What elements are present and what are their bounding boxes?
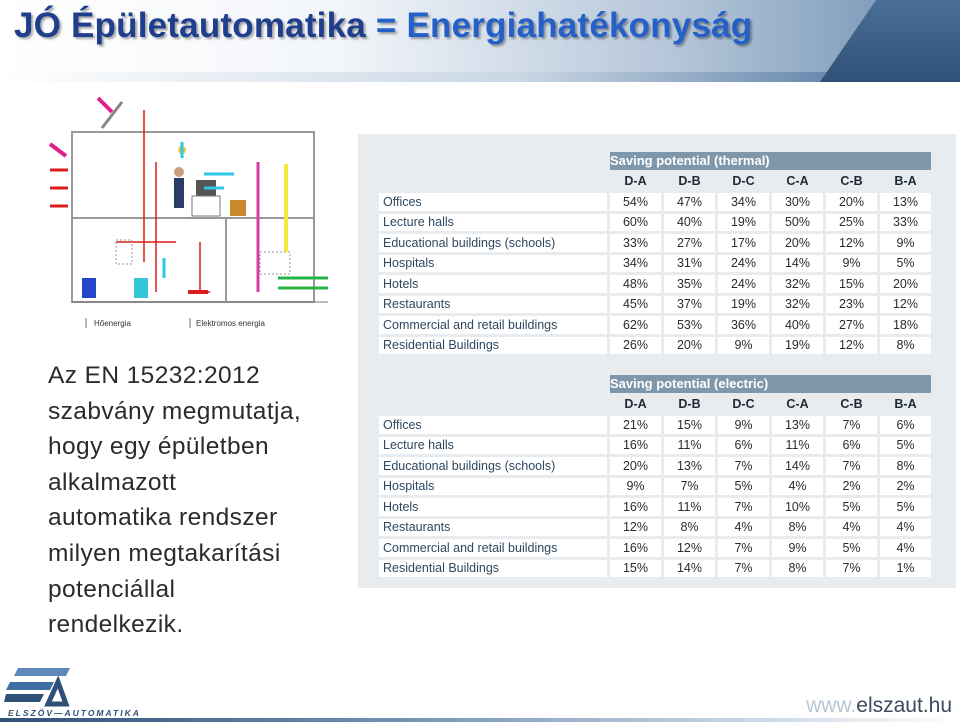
- table-cell: 2%: [880, 478, 931, 496]
- table-cell: 25%: [826, 214, 877, 232]
- table-cell: 11%: [772, 437, 823, 455]
- column-header: D-C: [718, 396, 769, 414]
- table-cell: 31%: [664, 255, 715, 273]
- table-cell: 8%: [772, 519, 823, 537]
- row-label: Restaurants: [379, 519, 607, 537]
- slide-body-text: [48, 358, 348, 643]
- table-cell: 9%: [826, 255, 877, 273]
- table-cell: 5%: [826, 539, 877, 557]
- table-cell: 6%: [826, 437, 877, 455]
- table-cell: 13%: [880, 193, 931, 211]
- row-label: Hotels: [379, 498, 607, 516]
- building-energy-diagram: [46, 92, 330, 332]
- table-cell: 6%: [880, 416, 931, 434]
- electric-energy-label: Elektromos energia: [196, 319, 265, 328]
- heat-energy-label: Hőenergia: [94, 319, 131, 328]
- thermal-savings-table: [376, 149, 934, 357]
- logo-text: ELSZÖV—AUTOMATIKA: [8, 708, 141, 718]
- table-cell: 27%: [826, 316, 877, 334]
- person-head-icon: [174, 167, 184, 177]
- table-cell: 54%: [610, 193, 661, 211]
- row-label: Residential Buildings: [379, 560, 607, 578]
- table-cell: 15%: [664, 416, 715, 434]
- electric-savings-table: [376, 372, 934, 580]
- title-underline-bar: [0, 72, 870, 82]
- sun-arrow-icon: [98, 98, 112, 112]
- table-cell: 24%: [718, 275, 769, 293]
- tank-icon: [134, 278, 148, 298]
- table-cell: 21%: [610, 416, 661, 434]
- table-row: [379, 437, 931, 455]
- table-cell: 5%: [880, 437, 931, 455]
- row-label: Lecture halls: [379, 437, 607, 455]
- table-cell: 9%: [718, 416, 769, 434]
- row-label: Commercial and retail buildings: [379, 316, 607, 334]
- table-cell: 5%: [880, 498, 931, 516]
- table-cell: 19%: [718, 214, 769, 232]
- table-cell: 24%: [718, 255, 769, 273]
- table-cell: 32%: [772, 296, 823, 314]
- row-label: Hospitals: [379, 255, 607, 273]
- table-cell: 30%: [772, 193, 823, 211]
- table-cell: 15%: [610, 560, 661, 578]
- table-cell: 34%: [718, 193, 769, 211]
- table-cell: 16%: [610, 437, 661, 455]
- table-cell: 8%: [880, 337, 931, 355]
- table-cell: 5%: [880, 255, 931, 273]
- table-cell: 14%: [772, 255, 823, 273]
- column-header: C-B: [826, 173, 877, 191]
- sun-arrow-icon-2: [50, 144, 66, 156]
- table-cell: 37%: [664, 296, 715, 314]
- table-row: [379, 498, 931, 516]
- column-header: D-C: [718, 173, 769, 191]
- table-cell: 10%: [772, 498, 823, 516]
- row-label: Offices: [379, 416, 607, 434]
- column-header: D-B: [664, 173, 715, 191]
- table-cell: 2%: [826, 478, 877, 496]
- column-header: C-A: [772, 396, 823, 414]
- column-header: B-A: [880, 396, 931, 414]
- table-cell: 5%: [826, 498, 877, 516]
- boiler-icon: [82, 278, 96, 298]
- table-cell: 50%: [772, 214, 823, 232]
- column-header: C-B: [826, 396, 877, 414]
- table-cell: 8%: [664, 519, 715, 537]
- body-line: szabvány megmutatja,: [48, 397, 302, 425]
- table-row: [379, 296, 931, 314]
- table-cell: 60%: [610, 214, 661, 232]
- row-label: Educational buildings (schools): [379, 234, 607, 252]
- body-line: automatika rendszer: [48, 504, 278, 532]
- table-cell: 27%: [664, 234, 715, 252]
- table-cell: 5%: [718, 478, 769, 496]
- footer-url[interactable]: [806, 694, 952, 718]
- table-cell: 7%: [826, 560, 877, 578]
- table-cell: 12%: [610, 519, 661, 537]
- table-cell: 32%: [772, 275, 823, 293]
- caption-spacer: [379, 375, 607, 393]
- electric-column-headers: [379, 396, 931, 414]
- table-cell: 9%: [772, 539, 823, 557]
- cart-icon: [230, 200, 246, 216]
- body-line: hogy egy épületben: [48, 433, 270, 461]
- table-cell: 8%: [880, 457, 931, 475]
- body-line: Az EN 15232:2012: [48, 362, 261, 389]
- electric-table-body: [379, 416, 931, 577]
- table-cell: 12%: [880, 296, 931, 314]
- column-header: C-A: [772, 173, 823, 191]
- row-label: Educational buildings (schools): [379, 457, 607, 475]
- row-label: Commercial and retail buildings: [379, 539, 607, 557]
- table-cell: 45%: [610, 296, 661, 314]
- header-spacer: [379, 396, 607, 414]
- table-cell: 16%: [610, 498, 661, 516]
- body-line: potenciállal: [48, 575, 176, 603]
- table-cell: 48%: [610, 275, 661, 293]
- table-cell: 7%: [664, 478, 715, 496]
- table-row: [379, 193, 931, 211]
- table-row: [379, 214, 931, 232]
- table-row: [379, 337, 931, 355]
- table-row: [379, 234, 931, 252]
- row-label: Restaurants: [379, 296, 607, 314]
- table-cell: 19%: [772, 337, 823, 355]
- table-row: [379, 316, 931, 334]
- table-cell: 11%: [664, 498, 715, 516]
- table-cell: 40%: [772, 316, 823, 334]
- table-cell: 36%: [718, 316, 769, 334]
- thermal-column-headers: [379, 173, 931, 191]
- caption-spacer: [379, 152, 607, 170]
- table-cell: 20%: [880, 275, 931, 293]
- thermal-table-body: [379, 193, 931, 354]
- table-cell: 8%: [772, 560, 823, 578]
- table-cell: 13%: [772, 416, 823, 434]
- table-cell: 11%: [664, 437, 715, 455]
- body-line: milyen megtakarítási: [48, 539, 281, 567]
- row-label: Residential Buildings: [379, 337, 607, 355]
- table-row: [379, 275, 931, 293]
- table-row: [379, 519, 931, 537]
- table-cell: 20%: [664, 337, 715, 355]
- body-line: rendelkezik.: [48, 611, 184, 639]
- table-cell: 15%: [826, 275, 877, 293]
- table-cell: 35%: [664, 275, 715, 293]
- table-cell: 14%: [772, 457, 823, 475]
- table-cell: 4%: [880, 539, 931, 557]
- url-www: www.: [806, 694, 857, 717]
- table-cell: 12%: [826, 337, 877, 355]
- table-cell: 4%: [826, 519, 877, 537]
- table-cell: 7%: [826, 416, 877, 434]
- heat-loss-arrows-icon: [50, 170, 68, 206]
- table-cell: 9%: [718, 337, 769, 355]
- column-header: D-A: [610, 396, 661, 414]
- url-domain: elszaut.hu: [856, 694, 952, 717]
- table-cell: 40%: [664, 214, 715, 232]
- row-label: Hotels: [379, 275, 607, 293]
- table-row: [379, 539, 931, 557]
- table-cell: 20%: [826, 193, 877, 211]
- table-cell: 18%: [880, 316, 931, 334]
- table-cell: 9%: [610, 478, 661, 496]
- table-cell: 7%: [718, 457, 769, 475]
- table-cell: 7%: [826, 457, 877, 475]
- table-cell: 9%: [880, 234, 931, 252]
- row-label: Offices: [379, 193, 607, 211]
- table-cell: 4%: [718, 519, 769, 537]
- table-cell: 53%: [664, 316, 715, 334]
- slide-title: [14, 6, 752, 46]
- slide-title-main: JÓ Épületautomatika: [14, 6, 366, 45]
- slide-title-rest: = Energiahatékonyság: [375, 6, 753, 45]
- table-cell: 4%: [772, 478, 823, 496]
- table-cell: 7%: [718, 560, 769, 578]
- table-row: [379, 560, 931, 578]
- column-header: D-B: [664, 396, 715, 414]
- table-cell: 23%: [826, 296, 877, 314]
- electric-table-caption: Saving potential (electric): [610, 375, 931, 393]
- saving-potential-panel: [358, 134, 956, 588]
- person-icon: [174, 178, 184, 208]
- table-cell: 26%: [610, 337, 661, 355]
- table-cell: 19%: [718, 296, 769, 314]
- table-cell: 62%: [610, 316, 661, 334]
- table-row: [379, 255, 931, 273]
- table-row: [379, 478, 931, 496]
- column-header: B-A: [880, 173, 931, 191]
- table-cell: 34%: [610, 255, 661, 273]
- table-cell: 14%: [664, 560, 715, 578]
- body-line: alkalmazott: [48, 468, 177, 496]
- table-cell: 1%: [880, 560, 931, 578]
- table-cell: 33%: [880, 214, 931, 232]
- row-label: Hospitals: [379, 478, 607, 496]
- table-row: [379, 416, 931, 434]
- table-cell: 12%: [826, 234, 877, 252]
- table-cell: 16%: [610, 539, 661, 557]
- column-header: D-A: [610, 173, 661, 191]
- table-cell: 12%: [664, 539, 715, 557]
- table-cell: 47%: [664, 193, 715, 211]
- table-cell: 17%: [718, 234, 769, 252]
- header-spacer: [379, 173, 607, 191]
- table-cell: 13%: [664, 457, 715, 475]
- table-cell: 4%: [880, 519, 931, 537]
- table-cell: 7%: [718, 498, 769, 516]
- thermal-table-caption: Saving potential (thermal): [610, 152, 931, 170]
- table-cell: 6%: [718, 437, 769, 455]
- table-cell: 20%: [772, 234, 823, 252]
- table-cell: 33%: [610, 234, 661, 252]
- table-row: [379, 457, 931, 475]
- table-cell: 7%: [718, 539, 769, 557]
- footer-line: [0, 718, 960, 722]
- row-label: Lecture halls: [379, 214, 607, 232]
- table-cell: 20%: [610, 457, 661, 475]
